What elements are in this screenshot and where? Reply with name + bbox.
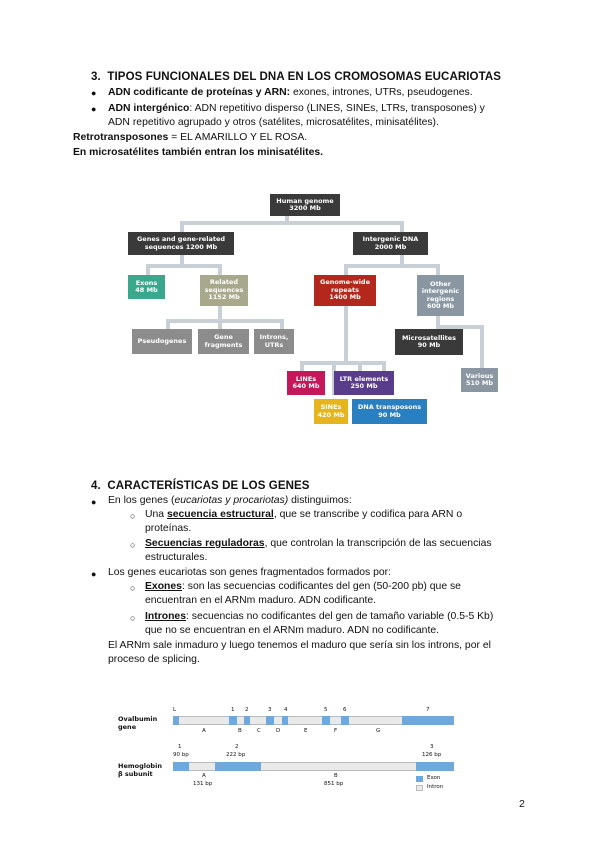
tree-node-genome-wide: Genome-wide repeats 1400 Mb xyxy=(314,275,376,306)
exon-legend-swatch xyxy=(416,776,423,782)
section-4-heading xyxy=(91,480,310,492)
tree-node-sines: SINEs 420 Mb xyxy=(314,399,348,424)
tree-node-lines: LINEs 640 Mb xyxy=(287,371,325,395)
tree-node-ltr: LTR elements 250 Mb xyxy=(334,371,394,395)
exon-segment xyxy=(244,716,250,725)
exon-segment xyxy=(282,716,288,725)
exons-item: Exones: son las secuencias codificantes del gen (50-200 pb) que se encuentran en el ARNm maduro. ADN codificante. xyxy=(145,581,461,607)
sub-bullet-icon: ○ xyxy=(130,613,136,623)
intron-legend-label: Intron xyxy=(427,784,444,790)
exon-segment xyxy=(266,716,274,725)
sub-bullet-icon: ○ xyxy=(130,540,136,550)
genome-tree-diagram xyxy=(90,185,520,445)
bullet-icon: ● xyxy=(91,88,97,98)
tree-node-intergenic: Intergenic DNA 2000 Mb xyxy=(353,232,428,255)
tree-node-exons: Exons 48 Mb xyxy=(128,275,165,299)
section-4-number: 4. xyxy=(91,480,101,492)
intron-legend-swatch xyxy=(416,785,423,791)
tree-node-introns: Introns, UTRs xyxy=(254,329,294,354)
section-4-bullet-1: En los genes (eucariotas y procariotas) distinguimos: xyxy=(108,495,352,506)
section-3-bullet-2: ADN intergénico: ADN repetitivo disperso (LINES, SINEs, LTRs, transposones) y ADN repetitivo agrupado y otros (satélites, microsatélites, minisatélites). xyxy=(108,103,485,129)
gene-structure-figure: Ovalbumin gene L 1 2 3 4 5 6 7 A B C D E F G Hemoglobin β subunit 1 90 bp 2 222 bp 3 126 bp A 131 bp B 851 bp Exon Intron xyxy=(118,704,463,804)
tree-node-pseudogenes: Pseudogenes xyxy=(132,329,192,354)
structural-sequence-item: Una secuencia estructural, que se transcribe y codifica para ARN o proteínas. xyxy=(145,509,463,535)
tree-node-human-genome: Human genome 3200 Mb xyxy=(270,194,340,216)
section-3-bullet-1: ADN codificante de proteínas y ARN: exones, intrones, UTRs, pseudogenes. xyxy=(108,87,473,98)
tree-node-genes: Genes and gene-related sequences 1200 Mb xyxy=(128,232,234,255)
sub-bullet-icon: ○ xyxy=(130,583,136,593)
microsatellites-note: En microsatélites también entran los minisatélites. xyxy=(73,147,324,158)
exon-segment xyxy=(341,716,349,725)
tree-node-dna-transposons: DNA transposons 90 Mb xyxy=(352,399,427,424)
exon-segment xyxy=(402,716,454,725)
tree-node-microsatellites: Microsatellites 90 Mb xyxy=(395,329,463,355)
tree-node-gene-fragments: Gene fragments xyxy=(198,329,249,354)
section-4-bullet-2: Los genes eucariotas son genes fragmentados formados por: xyxy=(108,567,392,578)
tree-node-other-intergenic: Other intergenic regions 600 Mb xyxy=(417,275,464,316)
bullet-icon: ● xyxy=(91,497,97,507)
section-3-number: 3. xyxy=(91,71,101,83)
sub-bullet-icon: ○ xyxy=(130,511,136,521)
exon-legend-label: Exon xyxy=(427,775,441,781)
section-3-title: TIPOS FUNCIONALES DEL DNA EN LOS CROMOSOMAS EUCARIOTAS xyxy=(107,71,502,83)
page-number: 2 xyxy=(519,798,525,810)
tree-node-related: Related sequences 1152 Mb xyxy=(200,275,248,306)
tree-node-various: Various 510 Mb xyxy=(461,368,498,392)
exon-segment xyxy=(173,762,189,771)
hemoglobin-label: Hemoglobin β subunit xyxy=(118,762,162,778)
bullet-icon: ● xyxy=(91,104,97,114)
exon-segment xyxy=(229,716,237,725)
bullet-icon: ● xyxy=(91,569,97,579)
exon-segment xyxy=(173,716,179,725)
exon-segment xyxy=(322,716,330,725)
exon-segment xyxy=(215,762,261,771)
retrotransposons-note: Retrotransposones = EL AMARILLO Y EL ROSA. xyxy=(73,132,308,143)
ovalbumin-label: Ovalbumin gene xyxy=(118,715,158,731)
regulatory-sequence-item: Secuencias reguladoras, que controlan la transcripción de las secuencias estructurales. xyxy=(145,538,492,564)
splicing-paragraph: El ARNm sale inmaduro y luego tenemos el maduro que sería sin los introns, por el proceso de splicing. xyxy=(108,640,491,666)
section-4-title: CARACTERÍSTICAS DE LOS GENES xyxy=(107,480,310,492)
section-3-heading xyxy=(91,71,501,83)
introns-item: Intrones: secuencias no codificantes del gen de tamaño variable (0.5-5 Kb) que no se encuentran en el ARNm maduro. ADN no codificante. xyxy=(145,611,494,637)
exon-segment xyxy=(416,762,454,771)
